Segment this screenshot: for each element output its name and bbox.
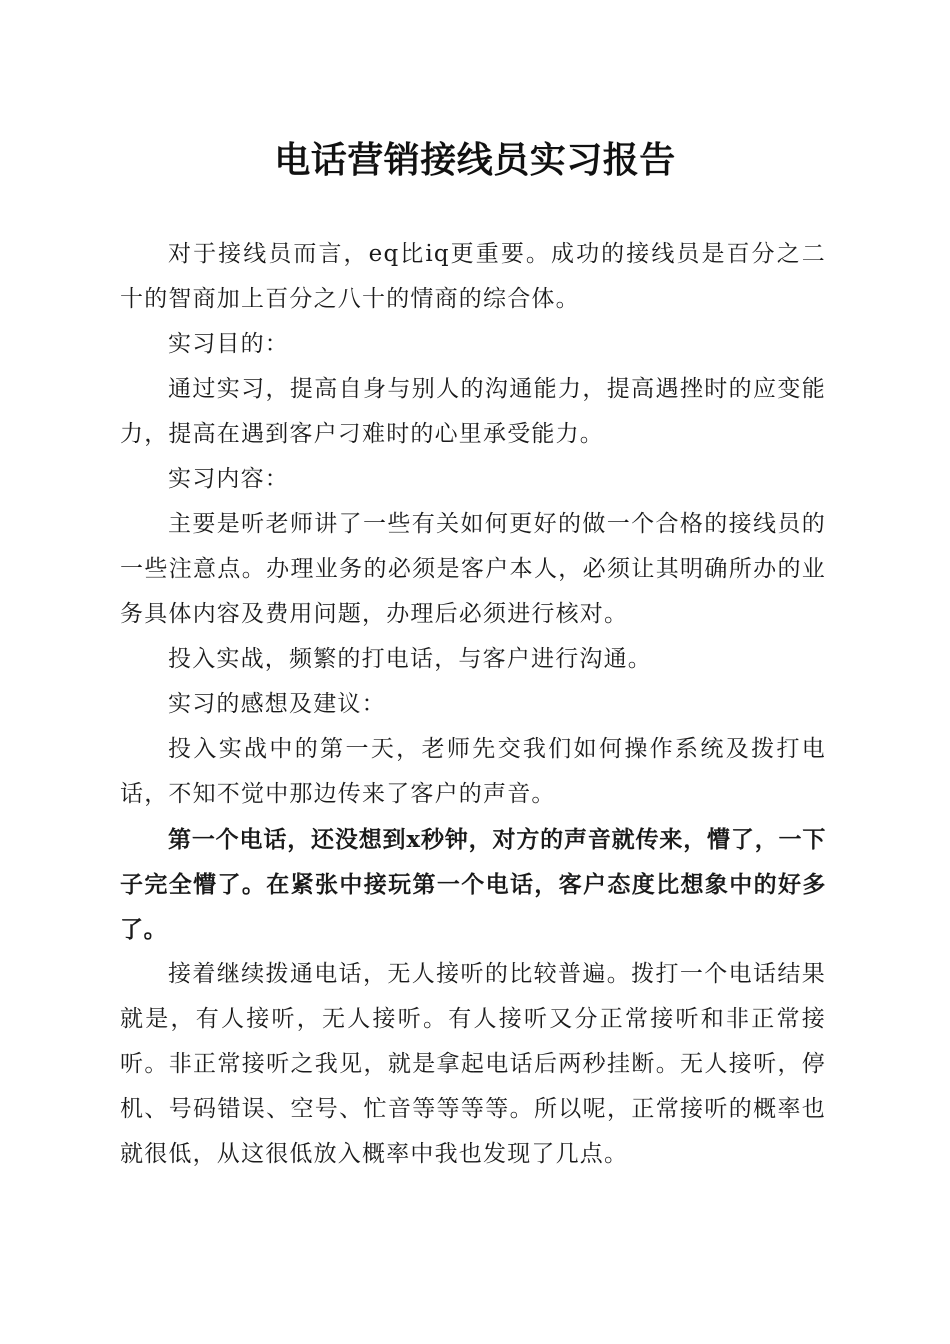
paragraph-content: 主要是听老师讲了一些有关如何更好的做一个合格的接线员的一些注意点。办理业务的必须是客户本人，必须让其明确所办的业务具体内容及费用问题，办理后必须进行核对。 xyxy=(120,511,826,627)
paragraph-practice: 投入实战，频繁的打电话，与客户进行沟通。 xyxy=(168,646,652,672)
document-title: 电话营销接线员实习报告 xyxy=(274,139,676,181)
paragraph-first-day: 投入实战中的第一天，老师先交我们如何操作系统及拨打电话，不知不觉中那边传来了客户的声音。 xyxy=(120,736,826,807)
paragraph-purpose: 通过实习，提高自身与别人的沟通能力，提高遇挫时的应变能力，提高在遇到客户刁难时的心里承受能力。 xyxy=(120,376,826,447)
document-body xyxy=(120,232,826,1177)
paragraph-first-call: 第一个电话，还没想到x秒钟，对方的声音就传来，懵了，一下子完全懵了。在紧张中接玩第一个电话，客户态度比想象中的好多了。 xyxy=(120,826,826,943)
section-heading-purpose: 实习目的： xyxy=(168,331,289,357)
paragraph-continued-calls: 接着继续拨通电话，无人接听的比较普遍。拨打一个电话结果就是，有人接听，无人接听。有人接听又分正常接听和非正常接听。非正常接听之我见，就是拿起电话后两秒挂断。无人接听，停机、号码错误、空号、忙音等等等等。所以呢，正常接听的概率也就很低，从这很低放入概率中我也发现了几点。 xyxy=(120,961,826,1167)
paragraph-intro: 对于接线员而言，eq比iq更重要。成功的接线员是百分之二十的智商加上百分之八十的情商的综合体。 xyxy=(120,241,826,312)
section-heading-reflections: 实习的感想及建议： xyxy=(168,691,386,717)
section-heading-content: 实习内容： xyxy=(168,466,289,492)
